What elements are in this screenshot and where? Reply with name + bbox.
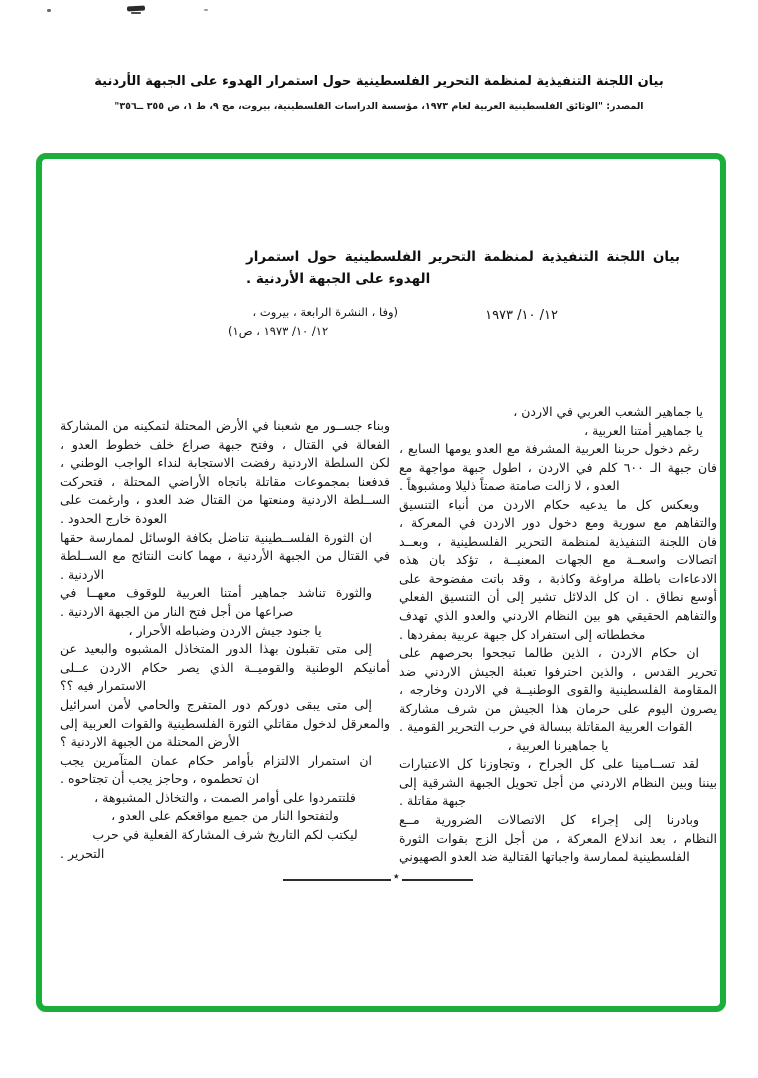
agency-citation bbox=[228, 303, 398, 341]
text-line: المقاومة الفلسطينية والقوى الوطنيــة في الاردن وخارجه ، bbox=[399, 682, 717, 698]
text-line: التحرير . bbox=[60, 845, 105, 861]
text-line: يا جماهيرنا العربية ، bbox=[507, 737, 609, 753]
text-line: ان تحطموه ، وحاجز يجب أن تجتاحوه . bbox=[60, 771, 260, 787]
text-line: ان حكام الاردن ، الذين طالما تبجحوا بحرصهم على bbox=[399, 645, 699, 661]
text-line: اتصالات واسعــة مع الجهات المعنيــة ، تؤكد بان هذه bbox=[399, 552, 717, 568]
text-line: ان الثورة الفلســطينية تناضل بكافة الوسائل لممارسة حقها bbox=[60, 529, 372, 545]
scan-artifact bbox=[131, 12, 141, 14]
text-line: الاستمرار فيه ؟؟ bbox=[60, 678, 147, 694]
text-line: رغم دخول حربنا العربية المشرفة مع العدو يومها السابع ، bbox=[399, 441, 699, 457]
text-line: مخططاته إلى استفراد كل جبهة عربية بمفردها . bbox=[399, 626, 646, 642]
agency-citation-line2: ١٢/ ١٠/ ١٩٧٣ ، ص١) bbox=[228, 324, 329, 338]
text-line: والتفاهم مع سورية ومع دخول دور الاردن في المعركة ، bbox=[399, 515, 717, 531]
text-line: أمانيكم الوطنية والقوميــة الذي يصر حكام الاردن عــلى bbox=[60, 659, 390, 675]
text-line: ولتفتحوا النار من جميع مواقعكم على العدو ، bbox=[111, 808, 339, 824]
text-line: إلى متى يبقى دوركم دور المتفرج والحامي لأمن اسرائيل bbox=[60, 696, 372, 712]
text-line: ويعكس كل ما يدعيه حكام الاردن من أنباء التنسيق bbox=[399, 496, 699, 512]
text-line: تحرير القدس ، والذين احترفوا تعبئة الجيش الاردني ضد bbox=[399, 663, 717, 679]
text-line: فان اللجنة التنفيذية لمنظمة التحرير الفلسطينية ، وبعــد bbox=[399, 533, 717, 549]
text-line: يصرون اليوم على حرمان هذا الجيش من شرف مشاركة bbox=[399, 700, 717, 716]
source-citation: المصدر: "الوثائق الفلسطينية العربية لعام ١٩٧٣، مؤسسة الدراسات الفلسطينية، بيروت، مج ٩، ط ١، ص ٣٥٥ ــ٣٥٦" bbox=[114, 101, 644, 112]
text-line: الســلطة الاردنية ومنعتها من القتال ضد العدو ، وارغمت على bbox=[60, 492, 390, 508]
text-line: والثورة تناشد جماهير أمتنا العربية للوقوف معهــا في bbox=[60, 585, 372, 601]
text-line: ان استمرار الالتزام بأوامر حكام عمان المتآمرين يجب bbox=[60, 752, 372, 768]
text-line: والمعرقل لدخول مقاتلي الثورة الفلسطينية والقوات العربية إلى bbox=[60, 715, 390, 731]
document-date: ١٢/ ١٠/ ١٩٧٣ bbox=[485, 308, 558, 323]
document-title-line1: بيان اللجنة التنفيذية لمنظمة التحرير الفلسطينية حول استمرار bbox=[246, 249, 680, 265]
text-line: العودة خارج الحدود . bbox=[60, 510, 167, 526]
footnote-divider bbox=[283, 879, 473, 881]
text-line: الفلسطينية لممارسة واجباتها القتالية ضد العدو الصهيوني bbox=[399, 849, 690, 865]
text-line: الادعاءات باطلة مراوغة وكاذبة ، وقد باتت مفضوحة على bbox=[399, 570, 717, 586]
agency-citation-line1: (وفا ، النشرة الرابعة ، بيروت ، bbox=[252, 305, 398, 319]
document-title-line2: الهدوء على الجبهة الأردنية . bbox=[246, 271, 431, 287]
text-line: جبهة مقاتلة . bbox=[399, 793, 467, 809]
text-line: يا جماهير الشعب العربي في الاردن ، bbox=[513, 404, 703, 419]
text-line: الفعالة في القتال ، وفتح جبهة صراع خلف خطوط العدو ، bbox=[60, 436, 390, 452]
text-line: ليكتب لكم التاريخ شرف المشاركة الفعلية في حرب bbox=[92, 827, 358, 843]
text-line: بيننا وبين النظام الاردني من أجل تحويل الجبهة الشرقية إلى bbox=[399, 774, 717, 790]
text-line: لكن السلطة الاردنية رفضت الاستجابة لنداء الواجب الوطني ، bbox=[60, 455, 390, 471]
text-line: العدو ، لا زالت صامتة صمتاً ذليلا ومشبوهاً . bbox=[399, 478, 620, 494]
text-column-right bbox=[399, 403, 717, 867]
text-line: وبادرنا إلى إجراء كل الاتصالات الضرورية مــع bbox=[399, 812, 699, 828]
text-line: لقد تســامينا على كل الجراح ، وتجاوزنا كل الاعتبارات bbox=[399, 756, 699, 772]
text-line: يا جماهير أمتنا العربية ، bbox=[584, 422, 703, 438]
page-title: بيان اللجنة التنفيذية لمنظمة التحرير الفلسطينية حول استمرار الهدوء على الجبهة الأردنية bbox=[94, 74, 664, 89]
text-line: النظام ، بعد اندلاع المعركة ، من أجل الزج بقوات الثورة bbox=[399, 830, 717, 846]
document-title bbox=[246, 246, 680, 290]
text-line: في القتال من الجبهة الأردنية ، مهما كانت النتائج مع الســلطة bbox=[60, 548, 390, 564]
text-line: فدفعنا بمجموعات مقاتلة باتجاه الأراضي المحتلة ، فتحركت bbox=[60, 473, 390, 489]
text-line: القوات العربية المقاتلة ببسالة في حرب التحرير القومية . bbox=[399, 719, 693, 735]
scan-artifact bbox=[204, 9, 208, 11]
text-line: فان جبهة الـ ٦٠٠ كلم في الاردن ، اطول جبهة مواجهة مع bbox=[399, 459, 717, 475]
text-line: إلى متى تقبلون بهذا الدور المتخاذل المشبوه والبعيد عن bbox=[60, 641, 372, 657]
text-line: الاردنية . bbox=[60, 566, 105, 582]
text-line: والتفاهم الحقيقي هو بين النظام الاردني والعدو الذي تهدف bbox=[399, 608, 717, 624]
scan-artifact bbox=[127, 6, 145, 12]
text-line: يا جنود جيش الاردن وضباطه الأحرار ، bbox=[128, 622, 322, 638]
text-line: وبناء جســور مع شعبنا في الأرض المحتلة لتمكينه من المشاركة bbox=[60, 418, 390, 433]
text-line: الأرض المحتلة من الجبهة الاردنية ؟ bbox=[60, 734, 240, 750]
footnote-star: ٭ bbox=[393, 869, 400, 883]
text-column-left bbox=[60, 417, 390, 863]
text-line: صراعها من أجل فتح النار من الجبهة الاردنية . bbox=[60, 603, 294, 619]
scan-artifact bbox=[47, 9, 51, 12]
text-line: أوسع نطاق . ان كل الدلائل تشير إلى أن التنسيق الفعلي bbox=[399, 589, 717, 605]
text-line: فلتتمردوا على أوامر الصمت ، والتخاذل المشبوهة ، bbox=[94, 789, 356, 805]
